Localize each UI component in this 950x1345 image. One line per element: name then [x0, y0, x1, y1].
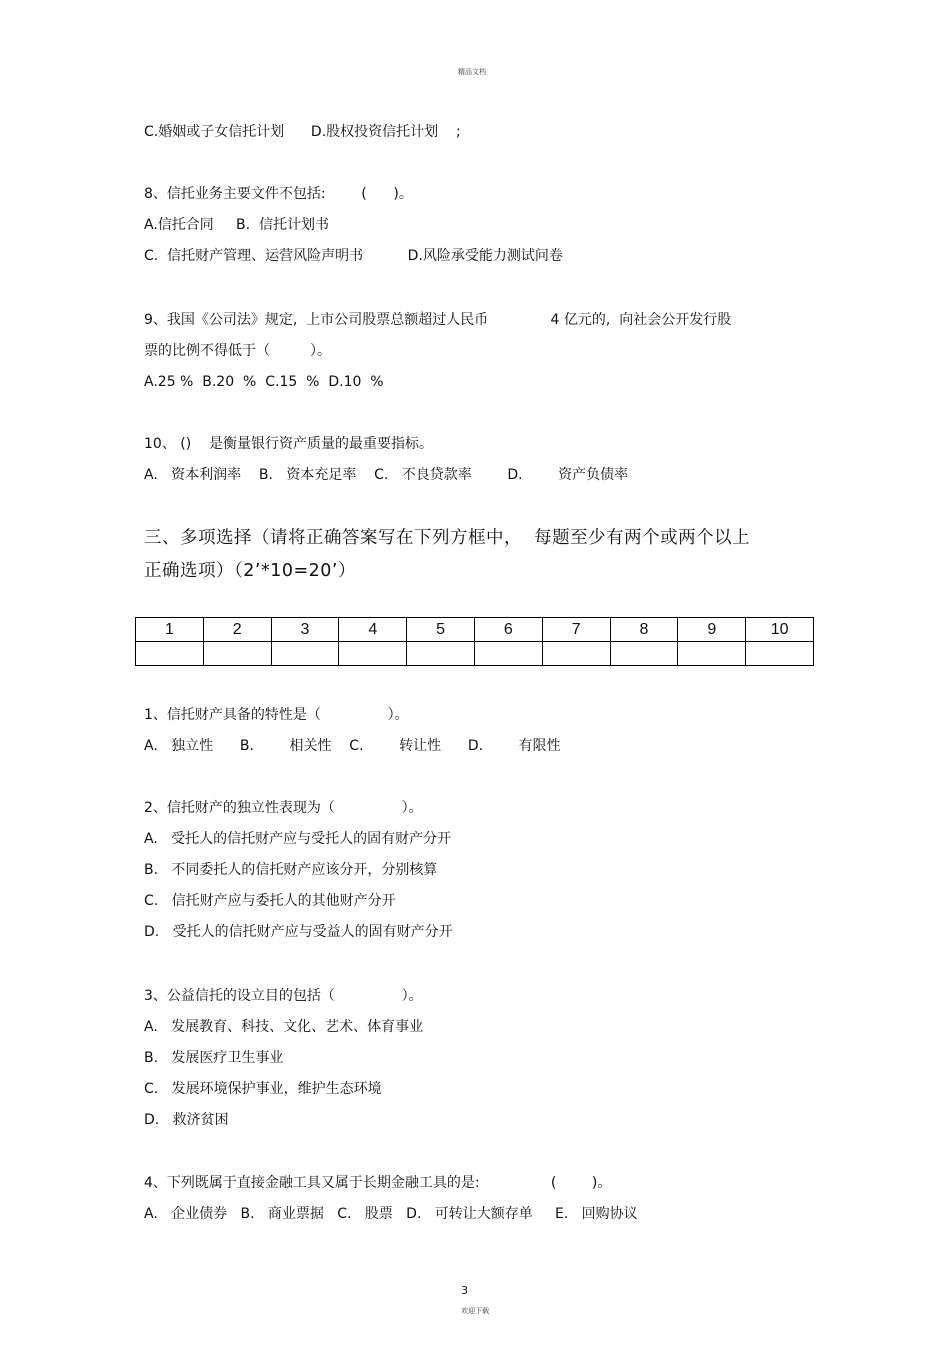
m4-options: A. 企业债券 B. 商业票据 C. 股票 D. 可转让大额存单 E. 回购协议: [144, 1206, 638, 1222]
page-number: 3: [461, 1284, 469, 1297]
m3-stem: 3、公益信托的设立目的包括（ ）。: [144, 988, 423, 1004]
answer-number-cell: 4: [339, 618, 407, 642]
m1-options: A. 独立性 B. 相关性 C. 转让性 D. 有限性: [144, 738, 561, 754]
answer-number-cell: 2: [203, 618, 271, 642]
answer-number-cell: 1: [136, 618, 204, 642]
answer-blank-cell: [542, 642, 610, 666]
m3-option-b: B. 发展医疗卫生事业: [144, 1050, 284, 1066]
q9-options: A.25 % B.20 % C.15 % D.10 %: [144, 374, 384, 390]
m2-option-a: A. 受托人的信托财产应与受托人的固有财产分开: [144, 831, 452, 847]
answer-table-blank-row: [136, 642, 814, 666]
q8-options-ab: A.信托合同 B. 信托计划书: [144, 217, 329, 233]
answer-table-header-row: [136, 618, 814, 642]
answer-number-cell: 5: [407, 618, 475, 642]
q7-options-cd: C.婚姻或子女信托计划 D.股权投资信托计划 ;: [144, 124, 461, 140]
answer-blank-cell: [203, 642, 271, 666]
q9-stem-line2: 票的比例不得低于（ ）。: [144, 343, 332, 359]
m3-option-d: D. 救济贫困: [144, 1112, 229, 1128]
section-3-title-line2: 正确选项）（2’*10=20’）: [144, 561, 356, 581]
m4-stem: 4、下列既属于直接金融工具又属于长期金融工具的是: ( )。: [144, 1175, 612, 1191]
answer-blank-cell: [474, 642, 542, 666]
m2-option-c: C. 信托财产应与委托人的其他财产分开: [144, 893, 396, 909]
m2-stem: 2、信托财产的独立性表现为（ ）。: [144, 800, 423, 816]
q10-options: A. 资本利润率 B. 资本充足率 C. 不良贷款率 D. 资产负债率: [144, 467, 629, 483]
answer-blank-cell: [407, 642, 475, 666]
footer-text: 欢迎下载: [461, 1307, 490, 1315]
page-footer: [451, 1260, 489, 1317]
q9-stem-line1: 9、我国《公司法》规定, 上市公司股票总额超过人民币 4 亿元的, 向社会公开发行股: [144, 312, 732, 328]
m2-option-b: B. 不同委托人的信托财产应该分开，分别核算: [144, 862, 438, 878]
section-3-title-line1: 三、多项选择（请将正确答案写在下列方框中， 每题至少有两个或两个以上: [144, 528, 751, 548]
m1-stem: 1、信托财产具备的特性是（ ）。: [144, 707, 409, 723]
m2-option-d: D. 受托人的信托财产应与受益人的固有财产分开: [144, 924, 453, 940]
answer-number-cell: 10: [746, 618, 814, 642]
answer-blank-cell: [136, 642, 204, 666]
answer-number-cell: 8: [610, 618, 678, 642]
q10-stem: 10、 () 是衡量银行资产质量的最重要指标。: [144, 436, 433, 452]
q8-stem: 8、信托业务主要文件不包括: ( )。: [144, 186, 413, 202]
m3-option-a: A. 发展教育、科技、文化、艺术、体育事业: [144, 1019, 424, 1035]
q8-options-cd: C. 信托财产管理、运营风险声明书 D.风险承受能力测试问卷: [144, 248, 563, 264]
answer-blank-cell: [610, 642, 678, 666]
answer-blank-cell: [339, 642, 407, 666]
answer-number-cell: 6: [474, 618, 542, 642]
answer-table: [135, 617, 814, 666]
page-header: 精品文档: [458, 68, 486, 76]
answer-number-cell: 9: [678, 618, 746, 642]
answer-blank-cell: [271, 642, 339, 666]
answer-blank-cell: [746, 642, 814, 666]
m3-option-c: C. 发展环境保护事业，维护生态环境: [144, 1081, 382, 1097]
answer-number-cell: 3: [271, 618, 339, 642]
answer-number-cell: 7: [542, 618, 610, 642]
answer-blank-cell: [678, 642, 746, 666]
